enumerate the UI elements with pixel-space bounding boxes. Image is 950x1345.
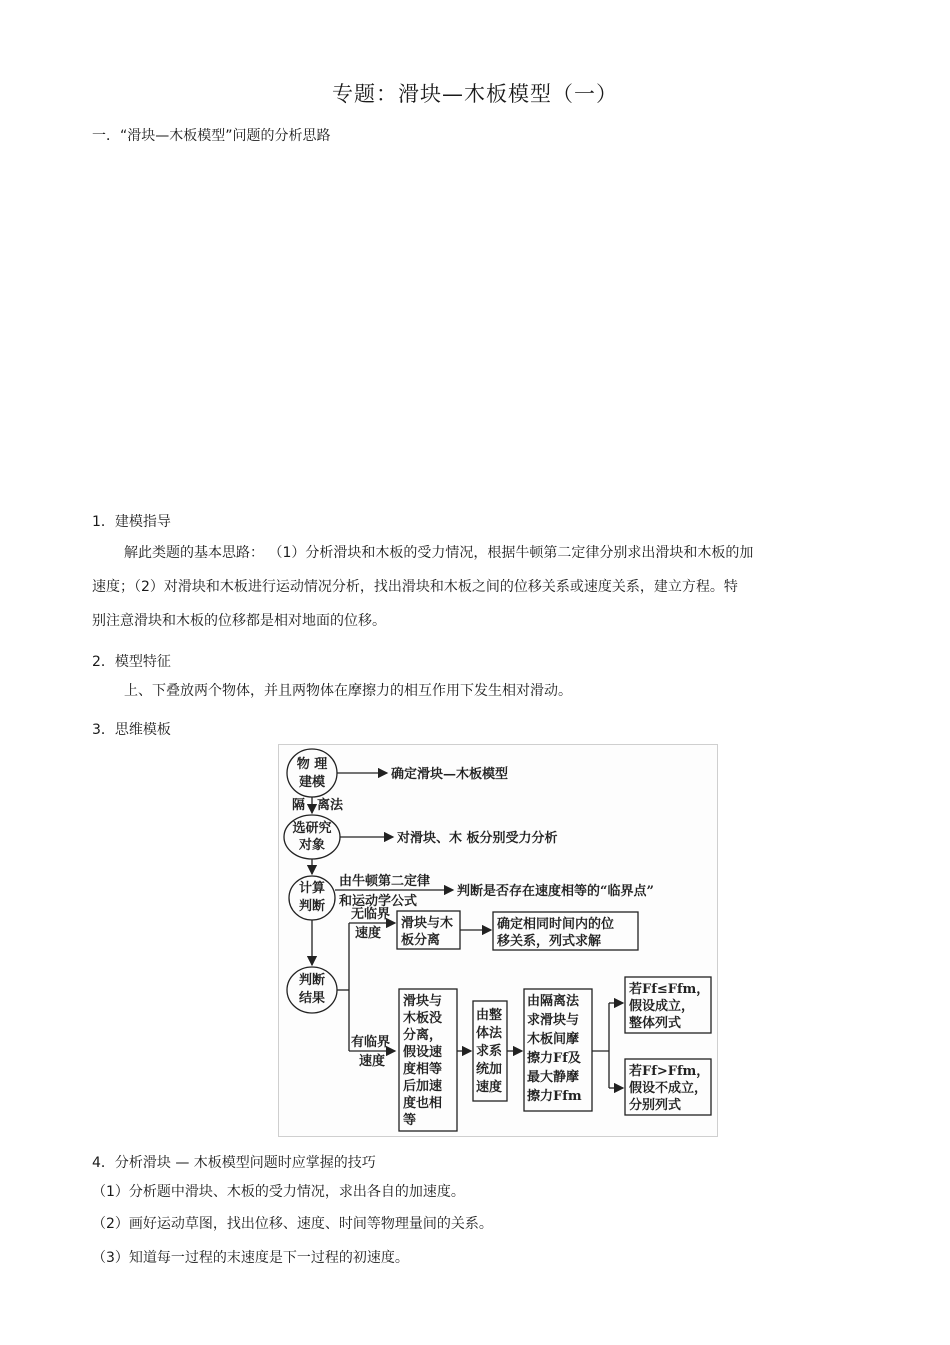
tip-item: （2）画好运动草图，找出位移、速度、时间等物理量间的关系。 — [92, 1216, 493, 1232]
label: 速度 — [359, 1054, 386, 1069]
section-heading: 一．“滑块—木板模型”问题的分析思路 — [92, 128, 331, 144]
label: 整体列式 — [629, 1016, 682, 1031]
flowchart-svg — [279, 745, 717, 1136]
label: 确定相同时间内的位 — [497, 917, 615, 932]
label: 木板没 — [403, 1011, 443, 1026]
label: 速度 — [476, 1080, 503, 1095]
label: 物 理 — [296, 757, 328, 772]
paragraph-line: 别注意滑块和木板的位移都是相对地面的位移。 — [92, 613, 386, 629]
label: 体法 — [476, 1026, 503, 1041]
label: 选研究 — [292, 821, 332, 836]
label: 求滑块与 — [527, 1013, 580, 1028]
tip-item: （3）知道每一过程的末速度是下一过程的初速度。 — [92, 1250, 409, 1266]
paragraph-line: 解此类题的基本思路： （1）分析滑块和木板的受力情况，根据牛顿第二定律分别求出滑块和木板的加 — [124, 545, 754, 561]
label: 假设成立， — [629, 999, 695, 1014]
label: 假设不成立， — [629, 1081, 708, 1096]
label: 统加 — [476, 1062, 503, 1077]
label: 擦力Ffm — [527, 1089, 582, 1104]
label: 由牛顿第二定律 — [339, 874, 431, 889]
label: 对象 — [298, 838, 326, 853]
label: 滑块与 — [403, 994, 443, 1009]
label: 后加速 — [403, 1079, 443, 1094]
label: 木板间摩 — [527, 1032, 580, 1047]
label: 确定滑块—木板模型 — [391, 767, 509, 782]
label: 有临界 — [351, 1035, 391, 1050]
label: 擦力Ff及 — [527, 1051, 581, 1066]
label: 离法 — [317, 798, 344, 813]
label: 若Ff>Ffm， — [629, 1064, 710, 1079]
label: 度相等 — [403, 1062, 443, 1077]
label: 度也相 — [403, 1096, 443, 1111]
heading-model-features: 2．模型特征 — [92, 654, 171, 670]
label: 等 — [403, 1113, 417, 1128]
label: 板分离 — [401, 933, 441, 948]
heading-tips: 4．分析滑块 — 木板模型问题时应掌握的技巧 — [92, 1155, 376, 1171]
label: 移关系，列式求解 — [497, 934, 602, 949]
label: 由整 — [476, 1008, 503, 1023]
label: 隔 — [292, 798, 306, 813]
paragraph-line: 上、下叠放两个物体，并且两物体在摩擦力的相互作用下发生相对滑动。 — [124, 683, 572, 699]
label: 分离， — [403, 1028, 443, 1043]
label: 假设速 — [403, 1045, 443, 1060]
label: 最大静摩 — [527, 1070, 580, 1085]
label: 分别列式 — [629, 1098, 682, 1113]
label: 和运动学公式 — [339, 894, 418, 909]
paragraph-line: 速度；（2）对滑块和木板进行运动情况分析，找出滑块和木板之间的位移关系或速度关系，建立方程。特 — [92, 579, 738, 595]
tip-item: （1）分析题中滑块、木板的受力情况，求出各自的加速度。 — [92, 1184, 465, 1200]
label: 由隔离法 — [527, 994, 580, 1009]
heading-modeling-guide: 1．建模指导 — [92, 514, 171, 530]
label: 判断 — [298, 899, 326, 914]
label: 求系 — [476, 1044, 503, 1059]
heading-thinking-template: 3．思维模板 — [92, 722, 171, 738]
label: 若Ff≤Ffm， — [629, 982, 710, 997]
label: 无临界 — [351, 907, 391, 922]
label: 判断是否存在速度相等的“临界点” — [457, 884, 654, 899]
label: 对滑块、木 板分别受力分析 — [397, 831, 558, 846]
label: 速度 — [355, 926, 382, 941]
label: 计算 — [298, 881, 326, 896]
label: 结果 — [298, 991, 326, 1006]
label: 建模 — [298, 775, 326, 790]
flowchart-diagram — [278, 744, 718, 1137]
page-title: 专题：滑块—木板模型（一） — [332, 82, 618, 106]
label: 判断 — [298, 973, 326, 988]
label: 滑块与木 — [401, 916, 454, 931]
